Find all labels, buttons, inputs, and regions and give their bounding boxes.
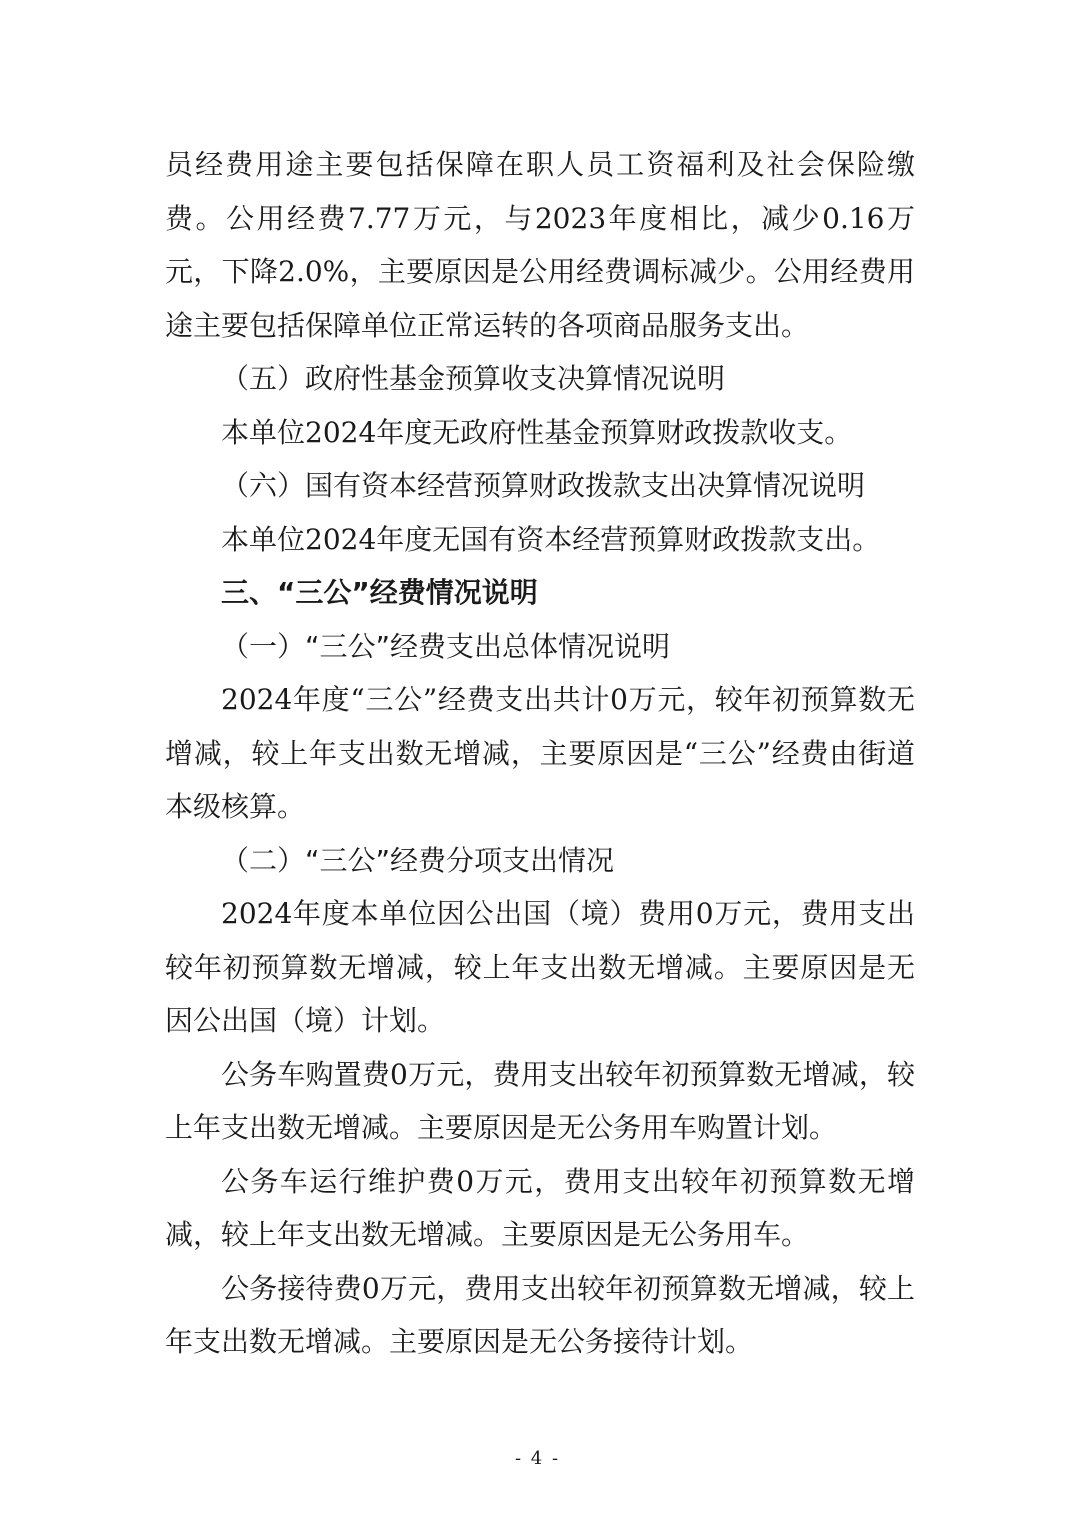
paragraph-overseas-travel: 2024年度本单位因公出国（境）费用0万元，费用支出较年初预算数无增减，较上年支出数无增减。主要原因是无因公出国（境）计划。 — [165, 897, 915, 1037]
paragraph-government-fund: 本单位2024年度无政府性基金预算财政拨款收支。 — [221, 415, 853, 449]
subsection-heading-itemized: （二）“三公”经费分项支出情况 — [221, 843, 615, 877]
paragraph-vehicle-maintenance: 公务车运行维护费0万元，费用支出较年初预算数无增减，较上年支出数无增减。主要原因是无公务用车。 — [165, 1164, 915, 1251]
paragraph-overall: 2024年度“三公”经费支出共计0万元，较年初预算数无增减，较上年支出数无增减，主要原因是“三公”经费由街道本级核算。 — [165, 683, 915, 823]
section-heading-government-fund: （五）政府性基金预算收支决算情况说明 — [221, 362, 726, 395]
paragraph-official-reception: 公务接待费0万元，费用支出较年初预算数无增减，较上年支出数无增减。主要原因是无公务接待计划。 — [165, 1271, 915, 1358]
document-body — [165, 138, 915, 1369]
paragraph-personnel-public-expense: 员经费用途主要包括保障在职人员工资福利及社会保险缴费。公用经费7.77万元，与2023年度相比，减少0.16万元，下降2.0%，主要原因是公用经费调标减少。公用经费用途主要包括保障单位正常运转的各项商品服务支出。 — [165, 148, 915, 342]
section-heading-three-public-expenses: 三、“三公”经费情况说明 — [221, 576, 538, 609]
subsection-heading-overall: （一）“三公”经费支出总体情况说明 — [221, 629, 671, 663]
paragraph-state-capital: 本单位2024年度无国有资本经营预算财政拨款支出。 — [221, 522, 881, 556]
page-number: - 4 - — [514, 1448, 561, 1469]
section-heading-state-capital: （六）国有资本经营预算财政拨款支出决算情况说明 — [221, 469, 866, 502]
paragraph-vehicle-purchase: 公务车购置费0万元，费用支出较年初预算数无增减，较上年支出数无增减。主要原因是无公务用车购置计划。 — [165, 1057, 915, 1144]
